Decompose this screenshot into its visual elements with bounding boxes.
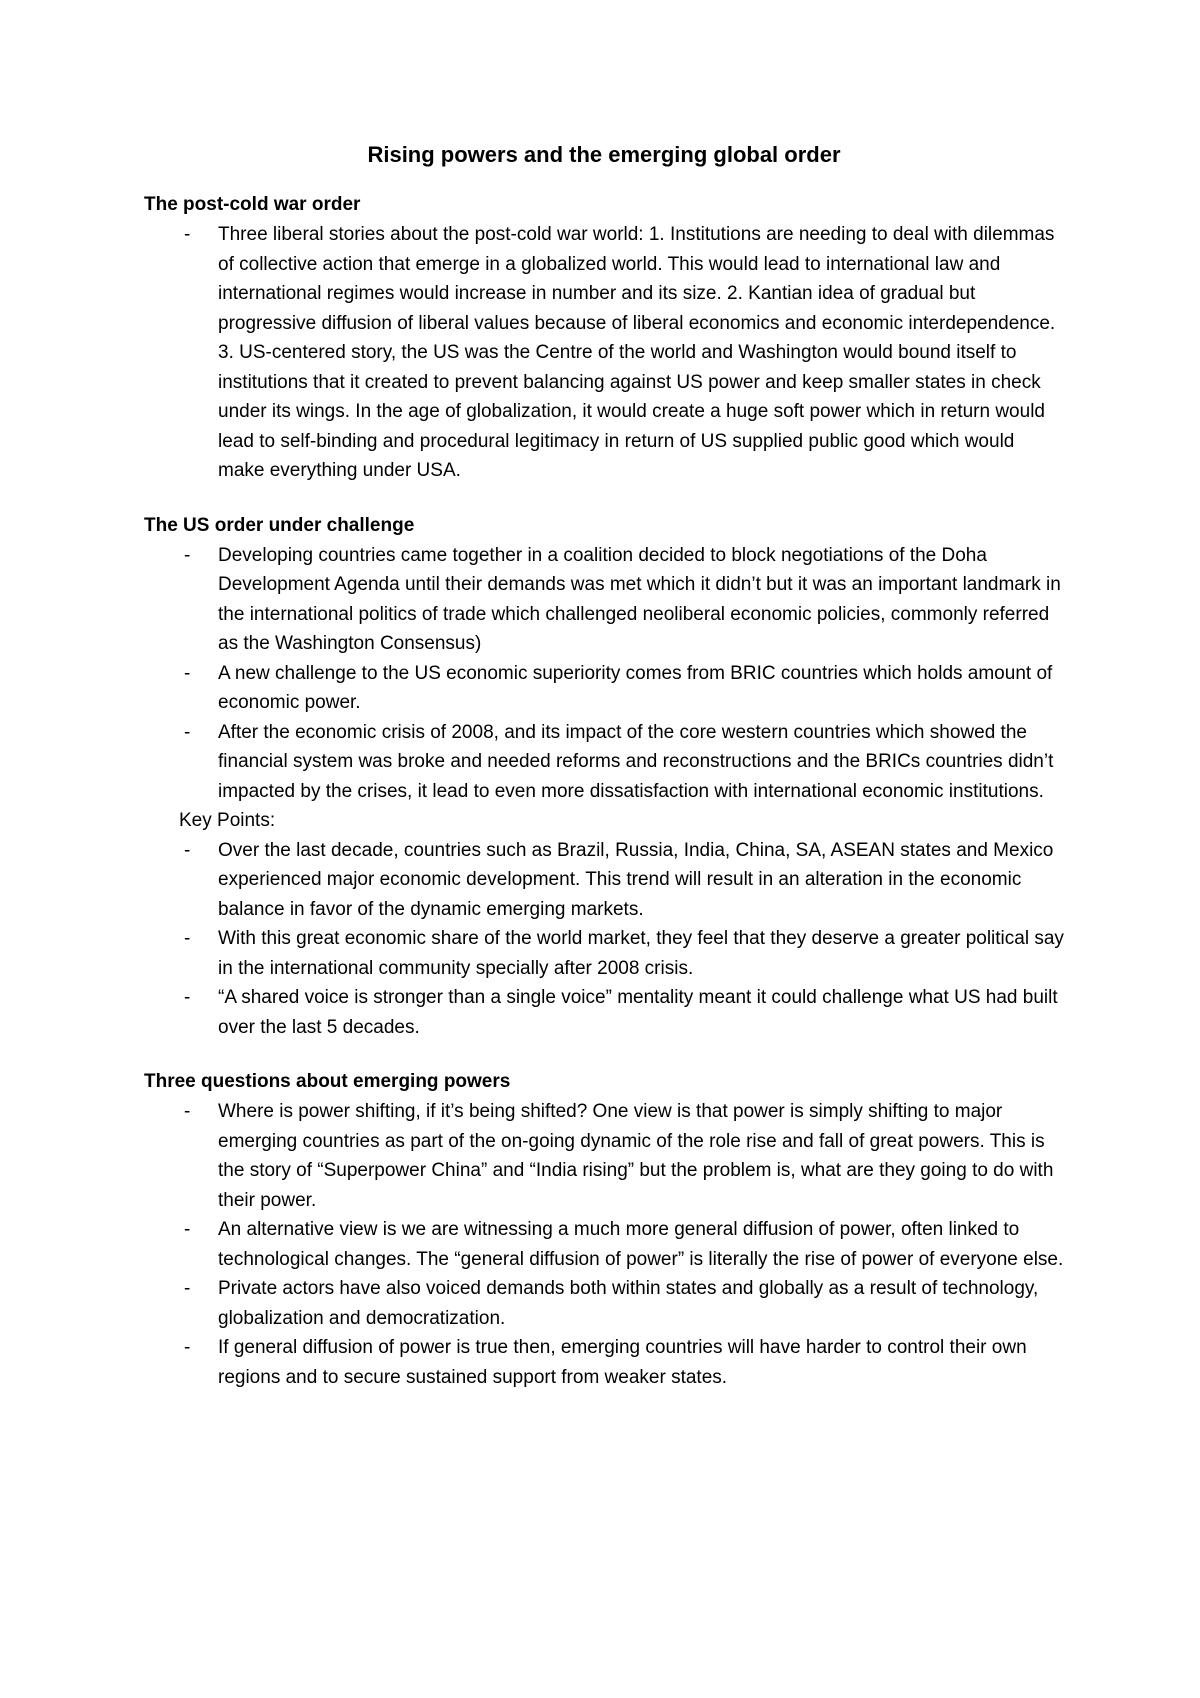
bullet-list bbox=[144, 1097, 1064, 1392]
list-item-text: “A shared voice is stronger than a single voice” mentality meant it could challenge what US had built over the last 5 decades. bbox=[218, 987, 1058, 1038]
dash-bullet-icon: - bbox=[184, 1101, 191, 1122]
dash-bullet-icon: - bbox=[184, 987, 191, 1008]
section-post-cold-war-order bbox=[144, 190, 1064, 486]
dash-bullet-icon: - bbox=[184, 839, 191, 861]
dash-bullet-icon: - bbox=[184, 662, 191, 684]
list-item bbox=[144, 659, 1064, 718]
list-item-text: Private actors have also voiced demands both within states and globally as a result of technology, globalization and democratization. bbox=[218, 1278, 1039, 1329]
list-item bbox=[144, 1333, 1064, 1392]
dash-bullet-icon: - bbox=[184, 1219, 191, 1240]
list-item bbox=[144, 220, 1064, 486]
list-item-text: If general diffusion of power is true then, emerging countries will have harder to control their own regions and to secure sustained support from weaker states. bbox=[218, 1337, 1027, 1388]
key-points-label: Key Points: bbox=[179, 810, 276, 831]
bullet-list bbox=[144, 541, 1064, 807]
dash-bullet-icon: - bbox=[184, 721, 191, 743]
dash-bullet-icon: - bbox=[184, 1337, 191, 1358]
list-item-text: A new challenge to the US economic superiority comes from BRIC countries which holds amount of economic power. bbox=[218, 662, 1053, 713]
section-heading: The US order under challenge bbox=[144, 514, 415, 536]
list-item-text: Developing countries came together in a coalition decided to block negotiations of the Doha Development Agenda until their demands was met which it didn’t but it was an important landmark in the international politics of trade which challenged neoliberal economic policies, commonly referred as the Washington Consensus) bbox=[218, 544, 1061, 654]
dash-bullet-icon: - bbox=[184, 544, 191, 566]
dash-bullet-icon: - bbox=[184, 928, 191, 949]
list-item bbox=[144, 1274, 1064, 1333]
dash-bullet-icon: - bbox=[184, 1278, 191, 1299]
list-item bbox=[144, 541, 1064, 659]
list-item bbox=[144, 718, 1064, 807]
list-item-text: Where is power shifting, if it’s being shifted? One view is that power is simply shifting to major emerging countries as part of the on-going dynamic of the role rise and fall of great powers. This is the story of “Superpower China” and “India rising” but the problem is, what are they going to do with their power. bbox=[218, 1101, 1054, 1211]
list-item-text: An alternative view is we are witnessing a much more general diffusion of power, often linked to technological changes. The “general diffusion of power” is literally the rise of power of everyone else. bbox=[218, 1219, 1064, 1270]
list-item-text: After the economic crisis of 2008, and its impact of the core western countries which showed the financial system was broke and needed reforms and reconstructions and the BRICs countries didn’t impacted by the crises, it lead to even more dissatisfaction with international economic institutions. bbox=[218, 721, 1054, 802]
dash-bullet-icon: - bbox=[184, 224, 191, 245]
list-item bbox=[144, 1215, 1064, 1274]
document-title: Rising powers and the emerging global order bbox=[367, 142, 841, 167]
section-heading: Three questions about emerging powers bbox=[144, 1071, 511, 1092]
document-page bbox=[144, 140, 1064, 1417]
list-item bbox=[144, 1097, 1064, 1215]
section-three-questions bbox=[144, 1067, 1064, 1392]
list-item bbox=[144, 836, 1064, 925]
section-us-order-under-challenge bbox=[144, 511, 1064, 1043]
list-item bbox=[144, 924, 1064, 983]
bullet-list bbox=[144, 220, 1064, 486]
section-heading: The post-cold war order bbox=[144, 194, 361, 215]
list-item bbox=[144, 983, 1064, 1042]
key-points-list bbox=[144, 836, 1064, 1043]
list-item-text: Over the last decade, countries such as Brazil, Russia, India, China, SA, ASEAN states and Mexico experienced major economic development. This trend will result in an alteration in the economic balance in favor of the dynamic emerging markets. bbox=[218, 839, 1054, 920]
list-item-text: With this great economic share of the world market, they feel that they deserve a greater political say in the international community specially after 2008 crisis. bbox=[218, 928, 1064, 979]
list-item-text: Three liberal stories about the post-cold war world: 1. Institutions are needing to deal with dilemmas of collective action that emerge in a globalized world. This would lead to international law and international regimes would increase in number and its size. 2. Kantian idea of gradual but progressive diffusion of liberal values because of liberal economics and economic interdependence. 3. US-centered story, the US was the Centre of the world and Washington would bound itself to institutions that it created to prevent balancing against US power and keep smaller states in check under its wings. In the age of globalization, it would create a huge soft power which in return would lead to self-binding and procedural legitimacy in return of US supplied public good which would make everything under USA. bbox=[218, 224, 1056, 481]
